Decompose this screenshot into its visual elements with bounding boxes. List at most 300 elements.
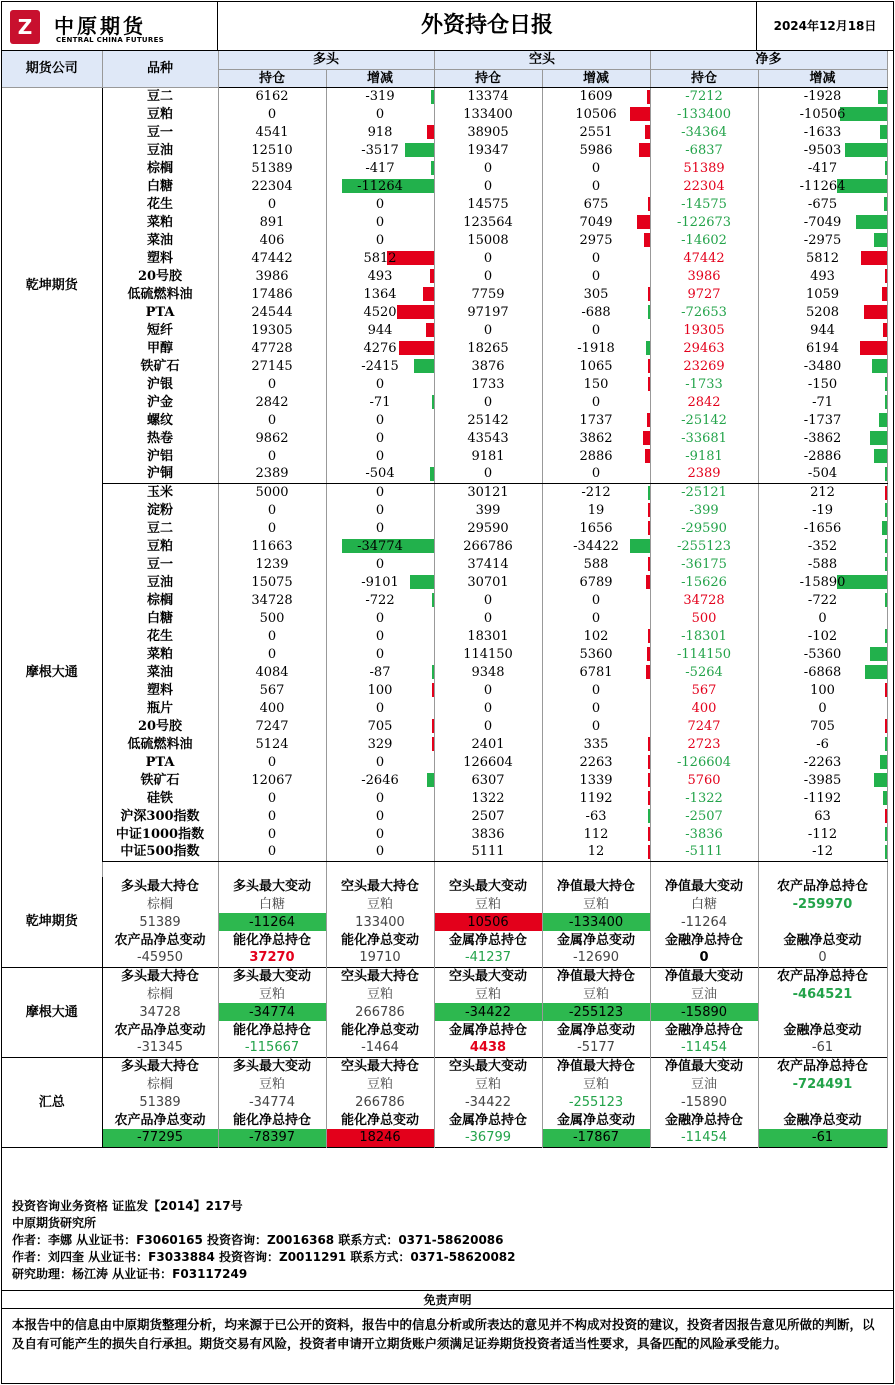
data-cell <box>434 465 542 483</box>
cell-value: -6 <box>816 736 829 752</box>
data-cell <box>650 627 758 645</box>
summary-label: 空头最大持仓 <box>326 967 434 985</box>
cell-value: 2723 <box>687 736 721 752</box>
summary-row <box>2 1021 887 1039</box>
data-cell <box>218 321 326 339</box>
data-cell <box>650 123 758 141</box>
cell-value: 12067 <box>251 772 293 788</box>
data-cell <box>326 411 434 429</box>
data-cell <box>650 285 758 303</box>
cell-value: -12 <box>812 844 833 860</box>
cell-value: 30701 <box>467 574 509 590</box>
change-bar <box>432 737 434 751</box>
change-bar <box>885 557 887 571</box>
data-cell <box>434 411 542 429</box>
summary-value: 豆粕 <box>326 985 434 1003</box>
summary-value: 34728 <box>102 1003 218 1021</box>
data-cell <box>542 501 650 519</box>
summary-label: 金融净总持仓 <box>650 931 758 949</box>
cell-value: 7247 <box>255 718 289 734</box>
data-cell <box>218 519 326 537</box>
data-cell <box>326 213 434 231</box>
data-cell <box>650 141 758 159</box>
cell-value: 0 <box>591 682 601 698</box>
cell-value: 0 <box>591 718 601 734</box>
cell-value: 5000 <box>255 484 289 500</box>
cell-value: -6868 <box>803 664 842 680</box>
cell-value: 10506 <box>575 106 617 122</box>
summary-value: 266786 <box>326 1003 434 1021</box>
data-cell <box>542 393 650 411</box>
table-row <box>2 177 887 195</box>
data-cell <box>434 141 542 159</box>
cell-value: -1192 <box>803 790 842 806</box>
cell-value: 2975 <box>579 232 613 248</box>
data-cell <box>326 267 434 285</box>
cell-value: -112 <box>807 826 838 842</box>
cell-value: 27145 <box>251 358 293 374</box>
data-cell <box>758 483 887 501</box>
cell-value: 0 <box>591 394 601 410</box>
change-bar <box>648 755 650 769</box>
change-bar <box>878 90 887 104</box>
change-bar <box>870 647 887 661</box>
data-cell <box>542 321 650 339</box>
summary-value: -15890 <box>650 1093 758 1111</box>
change-bar <box>885 809 887 823</box>
data-cell <box>650 537 758 555</box>
data-cell <box>434 591 542 609</box>
data-cell <box>542 825 650 843</box>
summary-label: 金融净总变动 <box>758 1111 887 1129</box>
summary-value: -11264 <box>218 913 326 931</box>
data-cell <box>542 573 650 591</box>
summary-label: 能化净总持仓 <box>218 1111 326 1129</box>
summary-label: 金融净总持仓 <box>650 1021 758 1039</box>
variety-name: 菜油 <box>102 663 218 681</box>
table-row <box>2 321 887 339</box>
table-row <box>2 807 887 825</box>
change-bar <box>840 107 887 121</box>
change-bar <box>885 486 887 500</box>
change-bar <box>639 143 650 157</box>
company-name: 乾坤期货 <box>2 87 102 483</box>
summary-value: -34422 <box>434 1093 542 1111</box>
data-cell <box>758 717 887 735</box>
data-cell <box>434 771 542 789</box>
data-cell <box>542 357 650 375</box>
cell-value: 0 <box>375 754 385 770</box>
data-cell <box>758 681 887 699</box>
data-cell <box>434 825 542 843</box>
change-bar <box>427 125 434 139</box>
cell-value: 29463 <box>683 340 725 356</box>
summary-company: 摩根大通 <box>2 967 102 1057</box>
table-row <box>2 141 887 159</box>
data-cell <box>326 123 434 141</box>
summary-label: 多头最大变动 <box>218 967 326 985</box>
cell-value: -133400 <box>677 106 732 122</box>
data-cell <box>326 501 434 519</box>
data-cell <box>218 609 326 627</box>
summary-row <box>2 1039 887 1057</box>
hold-header: 持仓 <box>218 69 326 87</box>
cell-value: 100 <box>810 682 835 698</box>
cell-value: 0 <box>483 610 493 626</box>
cell-value: -5111 <box>685 844 723 860</box>
cell-value: 0 <box>375 106 385 122</box>
summary-value: -12690 <box>542 949 650 967</box>
cell-value: -504 <box>365 466 395 482</box>
data-cell <box>758 447 887 465</box>
cell-value: 150 <box>583 376 609 392</box>
change-bar <box>874 449 887 463</box>
change-bar <box>885 629 887 643</box>
data-cell <box>542 447 650 465</box>
variety-name: 20号胶 <box>102 267 218 285</box>
table-row <box>2 303 887 321</box>
data-cell <box>758 627 887 645</box>
variety-name: 低硫燃料油 <box>102 735 218 753</box>
cell-value: 0 <box>267 844 277 860</box>
summary-value: -34774 <box>218 1003 326 1021</box>
change-bar <box>432 683 434 697</box>
data-cell <box>218 699 326 717</box>
disclaimer-title: 免责声明 <box>2 1290 893 1309</box>
data-cell <box>218 357 326 375</box>
summary-value: -34774 <box>218 1093 326 1111</box>
data-cell <box>434 447 542 465</box>
change-bar <box>885 719 887 733</box>
cell-value: 0 <box>591 700 601 716</box>
summary-label: 金属净总持仓 <box>434 931 542 949</box>
summary-value: -133400 <box>542 913 650 931</box>
variety-name: 豆油 <box>102 573 218 591</box>
data-cell <box>758 645 887 663</box>
data-cell <box>758 141 887 159</box>
summary-label: 能化净总持仓 <box>218 931 326 949</box>
summary-value: -5177 <box>542 1039 650 1057</box>
report-date: 2024年12月18日 <box>756 2 893 50</box>
cell-value: 0 <box>267 412 277 428</box>
cell-value: -1733 <box>685 376 723 392</box>
variety-name: 甲醇 <box>102 339 218 357</box>
cell-value: 6307 <box>471 772 505 788</box>
summary-value: -255123 <box>542 1003 650 1021</box>
cell-value: 126604 <box>463 754 513 770</box>
cell-value: 97197 <box>467 304 509 320</box>
data-cell <box>650 213 758 231</box>
cell-value: 0 <box>591 466 601 482</box>
data-cell <box>758 699 887 717</box>
cell-value: 0 <box>591 610 601 626</box>
cell-value: 5812 <box>805 250 840 266</box>
summary-value: 棕榈 <box>102 895 218 913</box>
data-cell <box>650 357 758 375</box>
cell-value: 500 <box>691 610 717 626</box>
cell-value: 34728 <box>251 592 293 608</box>
summary-value: 51389 <box>102 1093 218 1111</box>
summary-value: 豆粕 <box>434 1075 542 1093</box>
summary-label: 能化净总持仓 <box>218 1021 326 1039</box>
disclaimer-text: 本报告中的信息由中原期货整理分析，均来源于已公开的资料，报告中的信息分析或所表达的意见并不构成对投资的建议，投资者因报告意见所做的判断，以及自有可能产生的损失自行承担。期货交易有风险，投资者申请开立期货账户须满足证券期货投资者适当性要求，具备匹配的风险承受能力。 <box>12 1317 875 1351</box>
summary-label: 多头最大持仓 <box>102 967 218 985</box>
col-company: 期货公司 <box>2 51 102 87</box>
cell-value: 29590 <box>467 520 509 536</box>
data-cell <box>326 555 434 573</box>
cell-value: -2507 <box>685 808 723 824</box>
data-cell <box>326 339 434 357</box>
variety-name: 花生 <box>102 195 218 213</box>
data-cell <box>542 267 650 285</box>
summary-label: 多头最大变动 <box>218 1057 326 1075</box>
cell-value: -10506 <box>799 106 846 122</box>
cell-value: 25142 <box>467 412 509 428</box>
data-cell <box>650 339 758 357</box>
change-bar <box>882 521 887 535</box>
data-cell <box>326 627 434 645</box>
cell-value: 0 <box>591 592 601 608</box>
data-cell <box>650 843 758 861</box>
data-cell <box>650 375 758 393</box>
data-cell <box>542 141 650 159</box>
cell-value: 0 <box>375 448 385 464</box>
cell-value: 63 <box>814 808 831 824</box>
cell-value: 0 <box>267 646 277 662</box>
variety-name: 玉米 <box>102 483 218 501</box>
cell-value: 0 <box>267 502 277 518</box>
variety-name: 铁矿石 <box>102 357 218 375</box>
data-cell <box>650 663 758 681</box>
change-bar <box>431 161 434 175</box>
change-bar <box>414 359 434 373</box>
data-cell <box>434 501 542 519</box>
data-cell <box>434 663 542 681</box>
variety-name: 低硫燃料油 <box>102 285 218 303</box>
change-bar <box>432 395 434 409</box>
cell-value: 9862 <box>255 430 289 446</box>
summary-value: -34422 <box>434 1003 542 1021</box>
variety-name: 中证1000指数 <box>102 825 218 843</box>
data-cell <box>326 429 434 447</box>
variety-name: 20号胶 <box>102 717 218 735</box>
change-bar <box>856 215 887 229</box>
cell-value: -63 <box>585 808 607 824</box>
data-cell <box>542 195 650 213</box>
cell-value: -19 <box>812 502 833 518</box>
data-cell <box>758 591 887 609</box>
data-cell <box>650 231 758 249</box>
cell-value: 4276 <box>363 340 397 356</box>
data-cell <box>542 537 650 555</box>
summary-value: 0 <box>758 949 887 967</box>
change-bar <box>647 90 650 104</box>
cell-value: -319 <box>365 88 395 104</box>
data-cell <box>434 339 542 357</box>
data-cell <box>218 807 326 825</box>
cell-value: -102 <box>807 628 838 644</box>
change-bar <box>648 503 650 517</box>
variety-name: 沪铜 <box>102 465 218 483</box>
cell-value: -29590 <box>681 520 727 536</box>
cell-value: -87 <box>369 664 391 680</box>
hold-header: 持仓 <box>650 69 758 87</box>
table-row <box>2 519 887 537</box>
change-bar <box>630 539 650 553</box>
data-cell <box>434 195 542 213</box>
variety-name: 中证500指数 <box>102 843 218 861</box>
cell-value: 4541 <box>255 124 289 140</box>
data-cell <box>758 357 887 375</box>
cell-value: -34422 <box>573 538 619 554</box>
cell-value: -34364 <box>681 124 727 140</box>
data-cell <box>650 87 758 105</box>
cell-value: 406 <box>259 232 285 248</box>
variety-name: 瓶片 <box>102 699 218 717</box>
data-cell <box>542 303 650 321</box>
summary-row <box>2 949 887 967</box>
variety-name: PTA <box>102 303 218 321</box>
summary-value: 51389 <box>102 913 218 931</box>
cell-value: -25121 <box>681 484 727 500</box>
data-cell <box>758 753 887 771</box>
cell-value: -9101 <box>361 574 399 590</box>
data-cell <box>650 177 758 195</box>
variety-name: 淀粉 <box>102 501 218 519</box>
data-cell <box>218 231 326 249</box>
data-cell <box>326 699 434 717</box>
cell-value: 918 <box>367 124 393 140</box>
summary-label: 金属净总持仓 <box>434 1111 542 1129</box>
change-bar <box>646 341 650 355</box>
cell-value: 11663 <box>251 538 293 554</box>
variety-name: 白糖 <box>102 609 218 627</box>
cell-value: -1656 <box>803 520 842 536</box>
cell-value: 102 <box>583 628 609 644</box>
cell-value: 0 <box>483 322 493 338</box>
summary-label: 净值最大变动 <box>650 967 758 985</box>
cell-value: 9181 <box>471 448 505 464</box>
summary-value: 豆粕 <box>542 895 650 913</box>
summary-label: 能化净总变动 <box>326 1021 434 1039</box>
data-cell <box>542 789 650 807</box>
data-cell <box>434 573 542 591</box>
cell-value: -1633 <box>803 124 842 140</box>
cell-value: 18301 <box>467 628 509 644</box>
data-cell <box>326 735 434 753</box>
cell-value: 18265 <box>467 340 509 356</box>
data-cell <box>758 213 887 231</box>
cell-value: 47442 <box>683 250 725 266</box>
cell-value: 51389 <box>683 160 725 176</box>
summary-value: 豆粕 <box>218 985 326 1003</box>
cell-value: -3517 <box>361 142 399 158</box>
cell-value: 6162 <box>255 88 289 104</box>
data-cell <box>434 645 542 663</box>
change-bar <box>885 683 887 697</box>
summary-value: -724491 <box>758 1075 887 1093</box>
data-cell <box>218 105 326 123</box>
data-cell <box>650 429 758 447</box>
summary-label: 农产品净总变动 <box>102 931 218 949</box>
data-cell <box>650 717 758 735</box>
summary-label: 金属净总变动 <box>542 931 650 949</box>
cell-value: 22304 <box>683 178 725 194</box>
cell-value: -14602 <box>681 232 727 248</box>
cell-value: 0 <box>267 106 277 122</box>
logo-mark-icon: Z <box>10 10 40 44</box>
cell-value: 399 <box>475 502 501 518</box>
data-cell <box>218 681 326 699</box>
data-cell <box>218 789 326 807</box>
change-bar <box>431 90 434 104</box>
data-cell <box>650 771 758 789</box>
data-cell <box>326 321 434 339</box>
summary-row <box>2 931 887 949</box>
data-cell <box>758 177 887 195</box>
summary-company: 乾坤期货 <box>2 877 102 967</box>
cell-value: 0 <box>267 628 277 644</box>
change-bar <box>885 467 887 481</box>
data-cell <box>218 555 326 573</box>
data-cell <box>434 555 542 573</box>
cell-value: -71 <box>369 394 391 410</box>
cell-value: 0 <box>483 592 493 608</box>
cell-value: 5360 <box>579 646 613 662</box>
data-cell <box>218 87 326 105</box>
table-row <box>2 735 887 753</box>
data-cell <box>326 141 434 159</box>
cell-value: 588 <box>583 556 609 572</box>
summary-value: -11454 <box>650 1039 758 1057</box>
cell-value: -15626 <box>681 574 727 590</box>
data-cell <box>650 447 758 465</box>
cell-value: 37414 <box>467 556 509 572</box>
variety-name: 塑料 <box>102 249 218 267</box>
table-row <box>2 591 887 609</box>
cell-value: 266786 <box>463 538 513 554</box>
cell-value: 944 <box>810 322 835 338</box>
data-cell <box>434 393 542 411</box>
change-bar <box>648 737 650 751</box>
data-cell <box>218 339 326 357</box>
change-bar <box>864 305 887 319</box>
data-cell <box>218 717 326 735</box>
data-cell <box>218 141 326 159</box>
data-cell <box>542 411 650 429</box>
data-cell <box>326 249 434 267</box>
summary-label: 空头最大变动 <box>434 1057 542 1075</box>
summary-value: 豆粕 <box>542 985 650 1003</box>
summary-row <box>2 895 887 913</box>
summary-label: 金融净总持仓 <box>650 1111 758 1129</box>
cell-value: 1737 <box>579 412 613 428</box>
data-cell <box>758 537 887 555</box>
cell-value: -3836 <box>685 826 723 842</box>
change-bar <box>870 431 887 445</box>
data-cell <box>326 573 434 591</box>
cell-value: 0 <box>267 520 277 536</box>
data-cell <box>326 807 434 825</box>
variety-name: 螺纹 <box>102 411 218 429</box>
cell-value: 0 <box>591 322 601 338</box>
cell-value: -71 <box>812 394 833 410</box>
change-bar <box>648 629 650 643</box>
variety-name: 豆粕 <box>102 537 218 555</box>
variety-name: 花生 <box>102 627 218 645</box>
data-cell <box>218 447 326 465</box>
cell-value: 15075 <box>251 574 293 590</box>
